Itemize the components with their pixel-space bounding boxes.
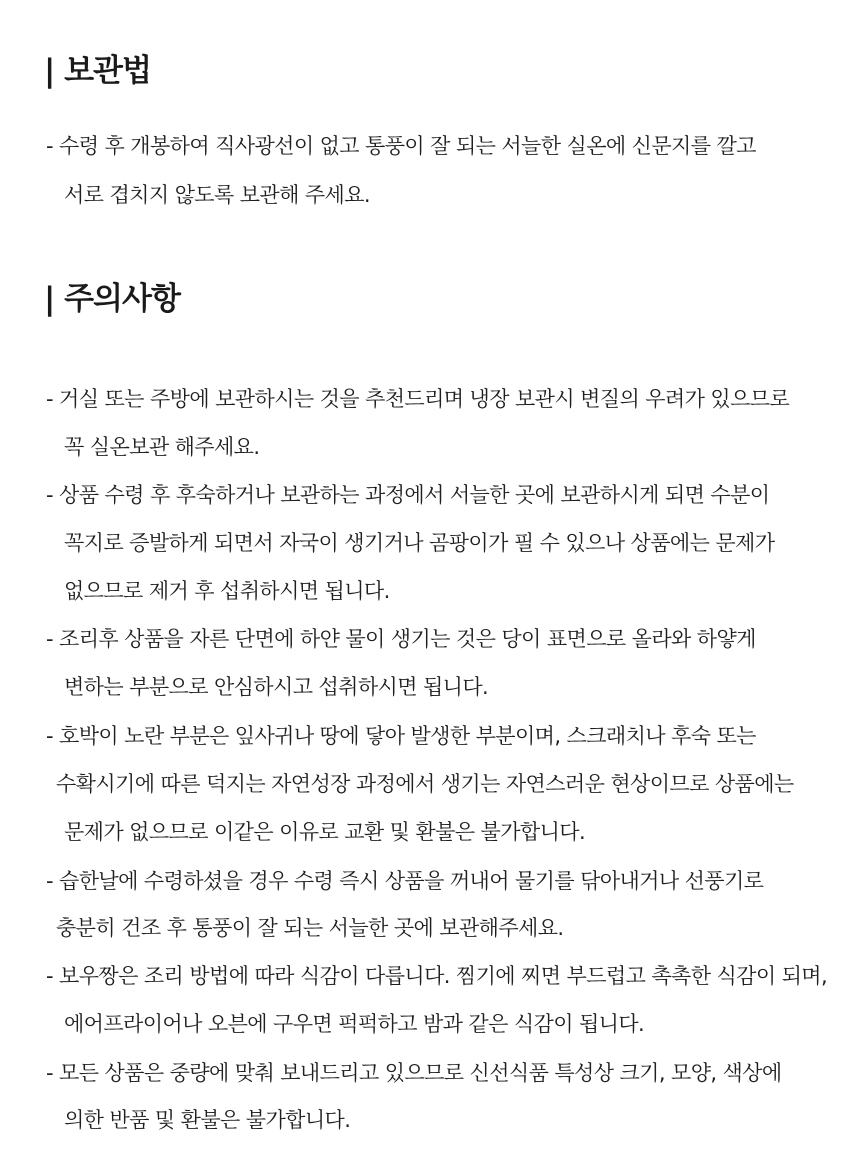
caution-item-line: - 모든 상품은 중량에 맞춰 보내드리고 있으므로 신선식품 특성상 크기, 모양, 색상에	[46, 1061, 782, 1085]
caution-item-line: - 보우짱은 조리 방법에 따라 식감이 다릅니다. 찜기에 찌면 부드럽고 촉촉한 식감이 되며,	[46, 964, 828, 988]
caution-item-line: 꼭 실온보관 해주세요.	[64, 435, 260, 459]
caution-item-line: 에어프라이어나 오븐에 구우면 퍽퍽하고 밤과 같은 식감이 됩니다.	[64, 1012, 645, 1036]
caution-item-line: 꼭지로 증발하게 되면서 자국이 생기거나 곰팡이가 필 수 있으나 상품에는 문제가	[64, 531, 775, 555]
caution-item-line: - 상품 수령 후 후숙하거나 보관하는 과정에서 서늘한 곳에 보관하시게 되면 수분이	[46, 483, 770, 507]
storage-text-line: - 수령 후 개봉하여 직사광선이 없고 통풍이 잘 되는 서늘한 실온에 신문지를 깔고	[46, 134, 756, 158]
caution-heading: | 주의사항	[44, 281, 180, 317]
caution-item-line: 충분히 건조 후 통풍이 잘 되는 서늘한 곳에 보관해주세요.	[56, 916, 564, 940]
caution-item-line: 수확시기에 따른 덕지는 자연성장 과정에서 생기는 자연스러운 현상이므로 상품에는	[56, 772, 794, 796]
storage-text-line: 서로 겹치지 않도록 보관해 주세요.	[64, 183, 370, 207]
caution-item-line: 변하는 부분으로 안심하시고 섭취하시면 됩니다.	[64, 675, 489, 699]
caution-item-line: - 거실 또는 주방에 보관하시는 것을 추천드리며 냉장 보관시 변질의 우려가 있으므로	[46, 387, 790, 411]
caution-item-line: 없으므로 제거 후 섭취하시면 됩니다.	[64, 579, 390, 603]
caution-item-line: 문제가 없으므로 이같은 이유로 교환 및 환불은 불가합니다.	[64, 820, 586, 844]
caution-item-line: - 호박이 노란 부분은 잎사귀나 땅에 닿아 발생한 부분이며, 스크래치나 후숙 또는	[46, 724, 756, 748]
storage-heading: | 보관법	[44, 53, 151, 89]
caution-item-line: - 조리후 상품을 자른 단면에 하얀 물이 생기는 것은 당이 표면으로 올라와 하얗게	[46, 627, 756, 651]
caution-item-line: 의한 반품 및 환불은 불가합니다.	[64, 1108, 351, 1132]
caution-item-line: - 습한날에 수령하셨을 경우 수령 즉시 상품을 꺼내어 물기를 닦아내거나 선풍기로	[46, 869, 764, 893]
